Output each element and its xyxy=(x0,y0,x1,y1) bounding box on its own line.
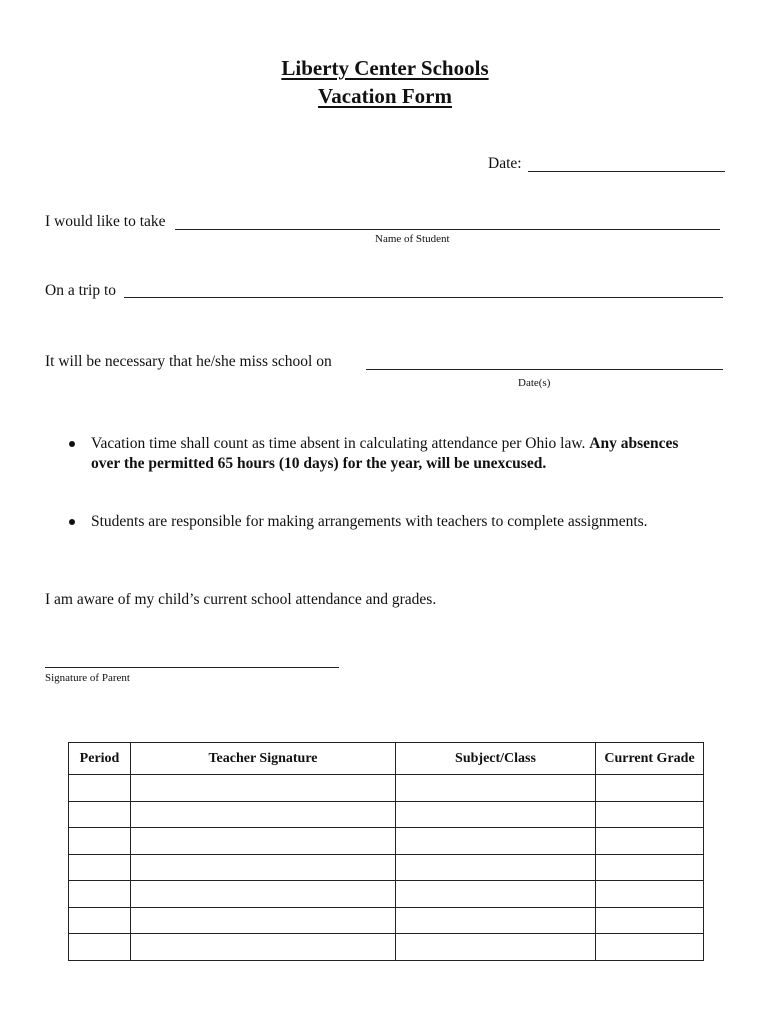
subject-class-cell[interactable] xyxy=(396,907,596,934)
form-title-school: Liberty Center Schools xyxy=(281,56,489,80)
subject-class-cell[interactable] xyxy=(396,828,596,855)
attendance-policy-text: Vacation time shall count as time absent in calculating attendance per Ohio law. xyxy=(91,435,586,452)
current-grade-cell[interactable] xyxy=(596,828,704,855)
current-grade-cell[interactable] xyxy=(596,881,704,908)
subject-class-cell[interactable] xyxy=(396,854,596,881)
assignments-note: Students are responsible for making arrangements with teachers to complete assignments. xyxy=(91,513,648,530)
current-grade-header: Current Grade xyxy=(596,743,704,775)
student-label: I would like to take xyxy=(45,213,166,230)
table-row xyxy=(69,907,704,934)
date-label: Date: xyxy=(488,155,522,172)
period-cell[interactable] xyxy=(69,828,131,855)
table-row xyxy=(69,775,704,802)
subject-class-cell[interactable] xyxy=(396,881,596,908)
teacher-signature-cell[interactable] xyxy=(131,907,396,934)
table-row xyxy=(69,854,704,881)
period-cell[interactable] xyxy=(69,881,131,908)
teacher-grades-table xyxy=(68,742,704,961)
form-title-name: Vacation Form xyxy=(318,84,452,108)
subject-class-cell[interactable] xyxy=(396,775,596,802)
teacher-signature-cell[interactable] xyxy=(131,881,396,908)
table-row xyxy=(69,801,704,828)
absence-dates-field[interactable] xyxy=(366,369,723,370)
period-cell[interactable] xyxy=(69,934,131,961)
period-cell[interactable] xyxy=(69,854,131,881)
current-grade-cell[interactable] xyxy=(596,775,704,802)
subject-class-cell[interactable] xyxy=(396,801,596,828)
parent-signature-field[interactable] xyxy=(45,667,339,668)
teacher-signature-cell[interactable] xyxy=(131,801,396,828)
parent-signature-caption: Signature of Parent xyxy=(45,672,130,684)
date-field[interactable] xyxy=(528,171,725,172)
trip-destination-field[interactable] xyxy=(124,297,723,298)
absence-label: It will be necessary that he/she miss school on xyxy=(45,353,332,370)
attendance-policy-note xyxy=(91,434,691,474)
bullet-marker xyxy=(69,519,75,525)
subject-class-cell[interactable] xyxy=(396,934,596,961)
period-cell[interactable] xyxy=(69,907,131,934)
teacher-signature-cell[interactable] xyxy=(131,934,396,961)
teacher-signature-cell[interactable] xyxy=(131,854,396,881)
trip-label: On a trip to xyxy=(45,282,117,299)
absence-dates-caption: Date(s) xyxy=(518,377,551,389)
period-cell[interactable] xyxy=(69,775,131,802)
acknowledgement-statement: I am aware of my child’s current school attendance and grades. xyxy=(45,591,437,608)
current-grade-cell[interactable] xyxy=(596,934,704,961)
table-row xyxy=(69,934,704,961)
table-row xyxy=(69,881,704,908)
unexcused-warning: Any absences over the permitted 65 hours (10 days) for the year, will be unexcused. xyxy=(91,435,679,472)
teacher-signature-cell[interactable] xyxy=(131,828,396,855)
table-header-row xyxy=(69,743,704,775)
current-grade-cell[interactable] xyxy=(596,907,704,934)
student-name-field[interactable] xyxy=(175,229,720,230)
student-name-caption: Name of Student xyxy=(375,233,450,245)
current-grade-cell[interactable] xyxy=(596,801,704,828)
period-cell[interactable] xyxy=(69,801,131,828)
period-header: Period xyxy=(69,743,131,775)
teacher-signature-cell[interactable] xyxy=(131,775,396,802)
table-row xyxy=(69,828,704,855)
bullet-marker xyxy=(69,441,75,447)
current-grade-cell[interactable] xyxy=(596,854,704,881)
teacher-signature-header: Teacher Signature xyxy=(131,743,396,775)
subject-class-header: Subject/Class xyxy=(396,743,596,775)
